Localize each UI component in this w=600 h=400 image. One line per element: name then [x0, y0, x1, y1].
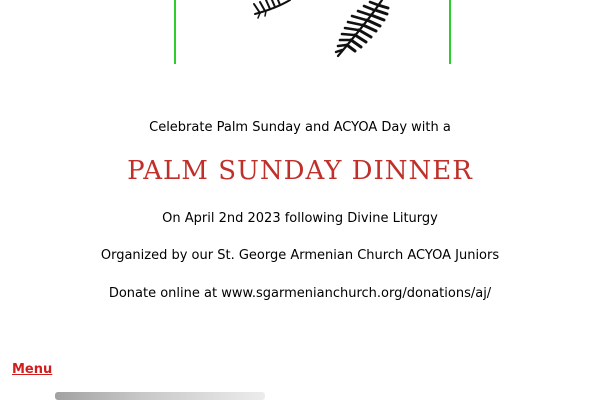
cut-off-menu-line: [55, 392, 265, 400]
date-text: On April 2nd 2023 following Divine Liturgy: [162, 211, 438, 226]
event-title: PALM SUNDAY DINNER: [127, 156, 473, 186]
left-green-border: [174, 0, 176, 64]
organizer-text: Organized by our St. George Armenian Church ACYOA Juniors: [100, 248, 500, 263]
right-green-border: [449, 0, 451, 64]
donate-link-text[interactable]: Donate online at www.sgarmenianchurch.org/donations/aj/: [108, 286, 492, 301]
intro-text: Celebrate Palm Sunday and ACYOA Day with a: [149, 120, 451, 135]
palm-frond-icon: [250, 0, 390, 70]
menu-heading: Menu: [12, 362, 53, 377]
